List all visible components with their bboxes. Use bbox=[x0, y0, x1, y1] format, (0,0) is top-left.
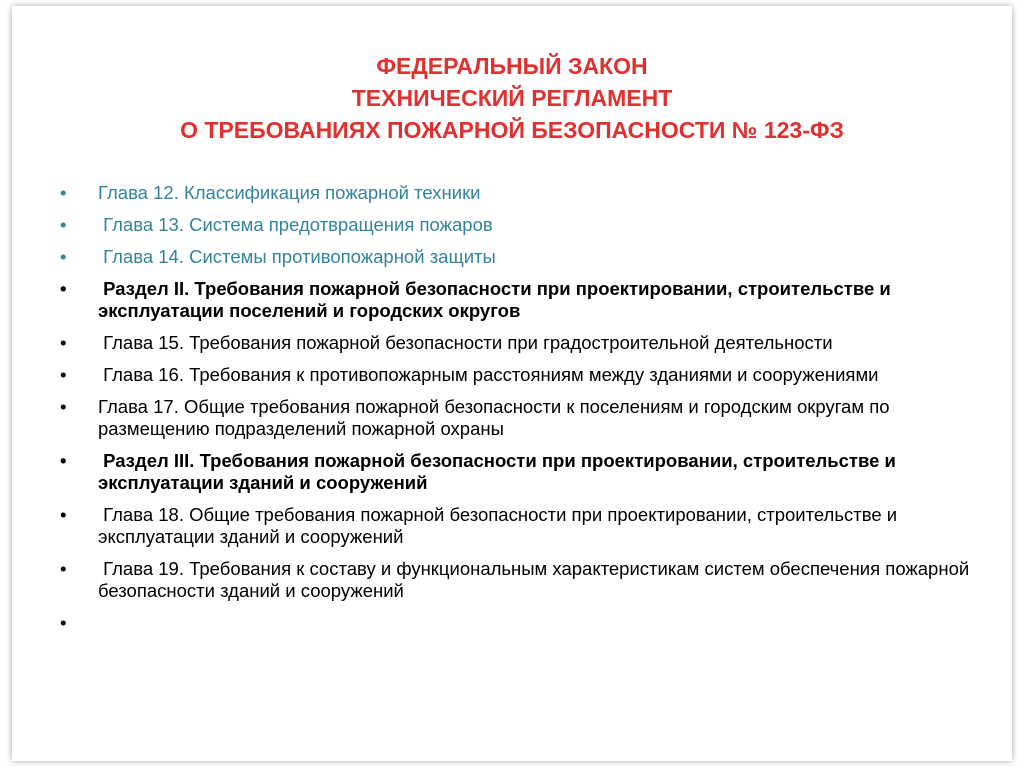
content-list bbox=[60, 182, 990, 633]
list-item bbox=[60, 450, 990, 494]
list-item bbox=[60, 504, 990, 548]
bullet-icon: • bbox=[60, 612, 67, 633]
list-item-text: Глава 18. Общие требования пожарной безопасности при проектировании, строительстве и эксплуатации зданий и сооружений bbox=[98, 504, 903, 547]
title-line-2: ТЕХНИЧЕСКИЙ РЕГЛАМЕНТ bbox=[351, 85, 673, 111]
list-item-text: Глава 12. Классификация пожарной техники bbox=[98, 182, 481, 203]
list-item-text: Глава 16. Требования к противопожарным расстояниям между зданиями и сооружениями bbox=[98, 364, 879, 385]
slide-title bbox=[12, 50, 1012, 146]
bullet-icon: • bbox=[60, 182, 67, 203]
list-item bbox=[60, 558, 990, 602]
list-item bbox=[60, 332, 990, 354]
title-line-1: ФЕДЕРАЛЬНЫЙ ЗАКОН bbox=[376, 53, 648, 79]
list-item bbox=[60, 182, 990, 204]
list-item bbox=[60, 396, 990, 440]
bullet-icon: • bbox=[60, 396, 67, 417]
list-item bbox=[60, 364, 990, 386]
list-item bbox=[60, 214, 990, 236]
bullet-icon: • bbox=[60, 332, 67, 353]
list-item-text: Глава 15. Требования пожарной безопасности при градостроительной деятельности bbox=[98, 332, 833, 353]
list-item-text: Раздел II. Требования пожарной безопасности при проектировании, строительстве и эксплуатации поселений и городских округов bbox=[98, 278, 896, 321]
bullet-icon: • bbox=[60, 450, 67, 471]
list-item bbox=[60, 246, 990, 268]
bullet-icon: • bbox=[60, 364, 67, 385]
list-item-text: Глава 14. Системы противопожарной защиты bbox=[98, 246, 496, 267]
list-item bbox=[60, 278, 990, 322]
title-line-3: О ТРЕБОВАНИЯХ ПОЖАРНОЙ БЕЗОПАСНОСТИ № 123-ФЗ bbox=[180, 117, 844, 143]
list-item-text: Глава 19. Требования к составу и функциональным характеристикам систем обеспечения пожарной безопасности зданий и сооружений bbox=[98, 558, 975, 601]
list-item-text: Глава 13. Система предотвращения пожаров bbox=[98, 214, 493, 235]
bullet-icon: • bbox=[60, 214, 67, 235]
bullet-icon: • bbox=[60, 558, 67, 579]
bullet-icon: • bbox=[60, 246, 67, 267]
bullet-icon: • bbox=[60, 278, 67, 299]
list-item-text: Раздел III. Требования пожарной безопасности при проектировании, строительстве и эксплуатации зданий и сооружений bbox=[98, 450, 902, 493]
bullet-icon: • bbox=[60, 504, 67, 525]
slide bbox=[12, 6, 1012, 761]
list-item-text: Глава 17. Общие требования пожарной безопасности к поселениям и городским округам по размещению подразделений пожарной охраны bbox=[98, 396, 895, 439]
